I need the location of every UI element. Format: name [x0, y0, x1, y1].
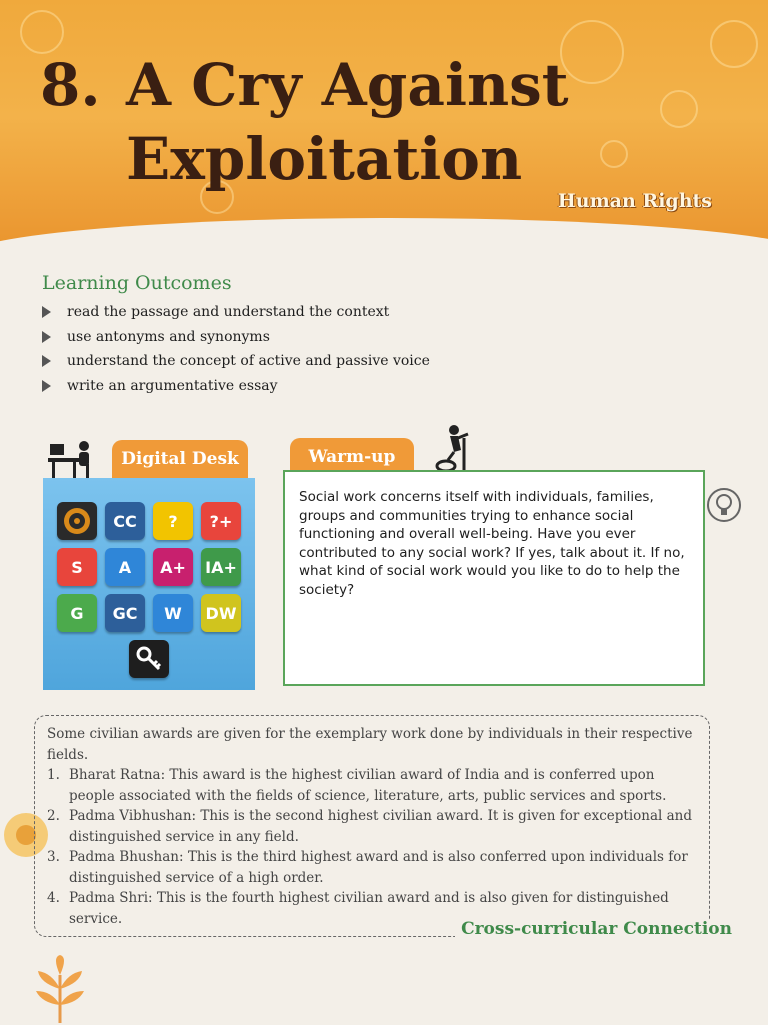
resource-tile[interactable]: A+ — [153, 548, 193, 586]
learning-outcomes-heading: Learning Outcomes — [42, 272, 232, 294]
list-item: 1. Bharat Ratna: This award is the highest civilian award of India and is conferred upon people associated with the fields of science, literature, arts, public services and sports. — [47, 767, 667, 804]
cross-curricular-box — [34, 715, 710, 937]
decor-circle — [600, 140, 628, 168]
bullet-arrow-icon — [42, 355, 51, 367]
cross-curricular-intro: Some civilian awards are given for the exemplary work done by individuals in their respective fields. — [47, 726, 693, 763]
list-item: 4. Padma Shri: This is the fourth highest civilian award and is also given for distinguished service. — [47, 890, 669, 927]
resource-tile[interactable]: G — [57, 594, 97, 632]
chapter-title-line1: A Cry Against — [126, 51, 569, 119]
light-bulb-icon — [706, 487, 742, 523]
leaf-decoration-icon — [30, 955, 90, 1025]
decor-circle — [710, 20, 758, 68]
chapter-header — [0, 0, 768, 260]
cross-curricular-label: Cross-curricular Connection — [455, 919, 738, 939]
key-icon[interactable] — [129, 640, 169, 678]
decor-circle — [560, 20, 624, 84]
warm-up-text: Social work concerns itself with individuals, families, groups and communities trying to enhance social functioning and overall well-being. Have you ever contributed to any social work? If yes, talk about it. If no, what kind of social work would you like to do to help the society? — [299, 489, 685, 598]
tab-warm-up[interactable]: Warm-up — [290, 438, 414, 476]
resource-tile[interactable]: GC — [105, 594, 145, 632]
resource-tile[interactable]: ? — [153, 502, 193, 540]
chapter-title-line2: Exploitation — [126, 125, 523, 193]
resource-tile[interactable]: S — [57, 548, 97, 586]
list-item: 3. Padma Bhushan: This is the third highest award and is also conferred upon individuals for distinguished service of a high order. — [47, 849, 688, 886]
learning-outcomes-list — [42, 300, 430, 398]
resource-tile[interactable]: CC — [105, 502, 145, 540]
list-item: read the passage and understand the context — [42, 300, 430, 325]
resource-tile[interactable]: W — [153, 594, 193, 632]
chapter-title — [40, 48, 569, 196]
resource-tile[interactable]: ?+ — [201, 502, 241, 540]
warm-up-box — [283, 470, 705, 686]
resource-tile[interactable]: IA+ — [201, 548, 241, 586]
awards-list — [47, 765, 697, 929]
digital-desk-panel — [43, 478, 255, 690]
list-item: use antonyms and synonyms — [42, 325, 430, 350]
resource-tile[interactable]: A — [105, 548, 145, 586]
bullet-arrow-icon — [42, 306, 51, 318]
chapter-number: 8. — [40, 51, 101, 119]
speaker-icon[interactable] — [57, 502, 97, 540]
computer-desk-icon — [48, 438, 94, 480]
theme-label: Human Rights — [557, 190, 712, 212]
list-item: understand the concept of active and passive voice — [42, 349, 430, 374]
header-curve — [0, 218, 768, 260]
bullet-arrow-icon — [42, 380, 51, 392]
decor-circle — [660, 90, 698, 128]
exercise-bike-icon — [434, 424, 474, 474]
resource-tile[interactable]: DW — [201, 594, 241, 632]
tab-digital-desk[interactable]: Digital Desk — [112, 440, 248, 478]
bullet-arrow-icon — [42, 331, 51, 343]
list-item: 2. Padma Vibhushan: This is the second highest civilian award. It is given for exceptional and distinguished service in any field. — [47, 808, 693, 845]
list-item: write an argumentative essay — [42, 374, 430, 399]
